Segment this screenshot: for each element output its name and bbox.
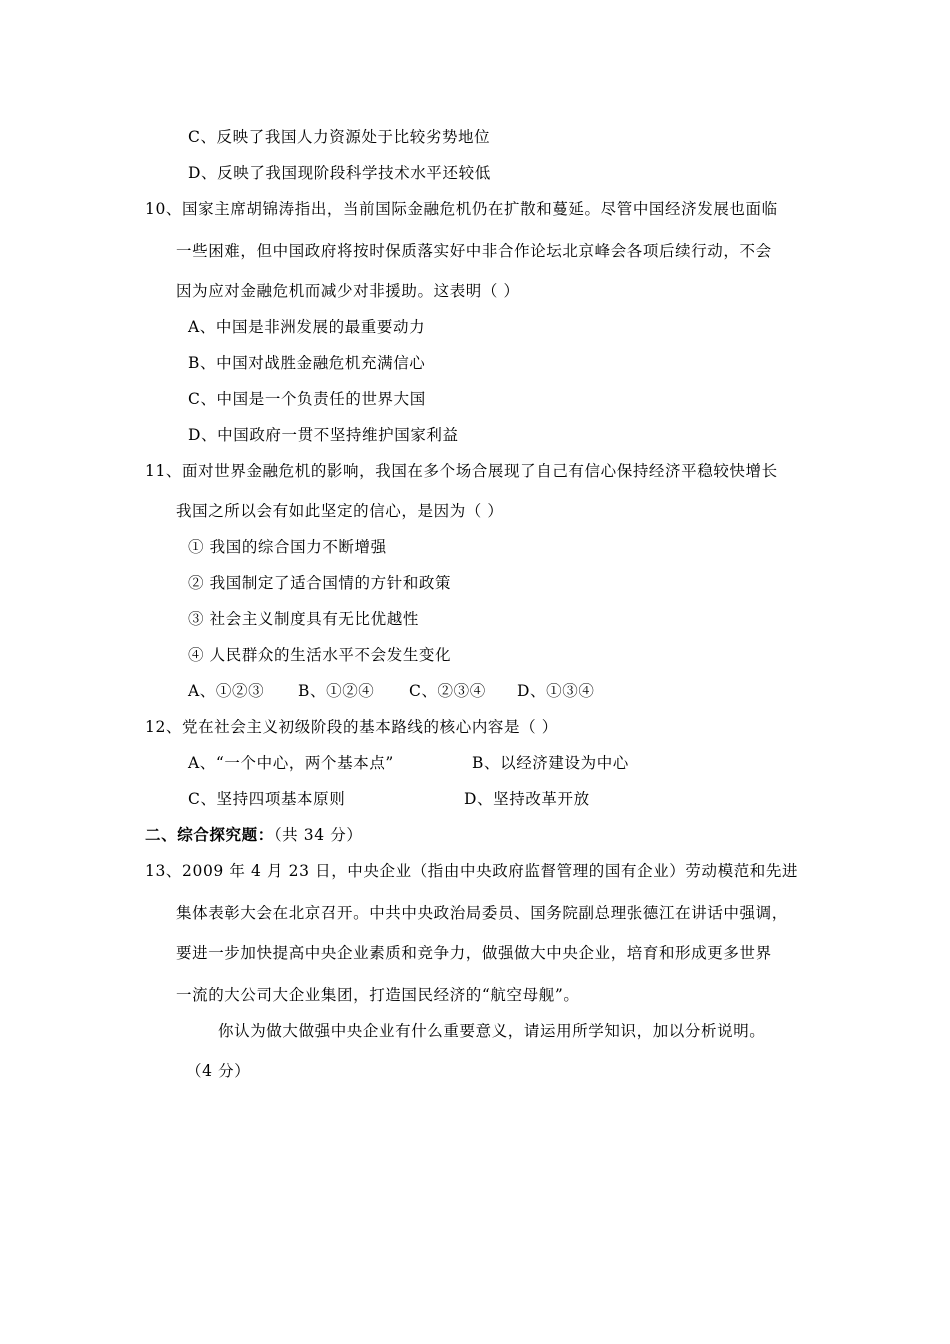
q11-stem-line2: 我国之所以会有如此坚定的信心，是因为（ ）: [176, 502, 504, 520]
q13-stem-line4: 一流的大公司大企业集团，打造国民经济的“航空母舰”。: [176, 986, 580, 1004]
q9-option-d: D、反映了我国现阶段科学技术水平还较低: [188, 164, 491, 182]
q12-option-c: C、坚持四项基本原则: [188, 790, 346, 808]
q11-option-d: D、①③④: [517, 682, 595, 700]
q10-option-b: B、中国对战胜金融危机充满信心: [188, 354, 426, 372]
q11-option-c: C、②③④: [409, 682, 486, 700]
q12-option-d: D、坚持改革开放: [464, 790, 590, 808]
q11-statement-1: ① 我国的综合国力不断增强: [188, 538, 387, 556]
q10-option-c: C、中国是一个负责任的世界大国: [188, 390, 426, 408]
q13-stem-line3: 要进一步加快提高中央企业素质和竞争力，做强做大中央企业，培育和形成更多世界: [176, 944, 772, 962]
q13-score: （4 分）: [186, 1062, 251, 1080]
q9-option-c: C、反映了我国人力资源处于比较劣势地位: [188, 128, 491, 146]
q11-options-row: [188, 681, 594, 701]
q12-stem: 12、党在社会主义初级阶段的基本路线的核心内容是（ ）: [145, 718, 558, 736]
q11-statement-4: ④ 人民群众的生活水平不会发生变化: [188, 646, 452, 664]
q10-option-d: D、中国政府一贯不坚持维护国家利益: [188, 426, 459, 444]
q11-statement-3: ③ 社会主义制度具有无比优越性: [188, 610, 419, 628]
q13-question: 你认为做大做强中央企业有什么重要意义，请运用所学知识，加以分析说明。: [218, 1022, 766, 1040]
q11-option-b: B、①②④: [298, 682, 375, 700]
q10-stem-line3: 因为应对金融危机而减少对非援助。这表明（ ）: [176, 282, 520, 300]
q13-stem-line2: 集体表彰大会在北京召开。中共中央政治局委员、国务院副总理张德江在讲话中强调，: [176, 904, 788, 922]
q12-option-a: A、“一个中心，两个基本点”: [188, 754, 394, 772]
q11-stem-line1: 11、面对世界金融危机的影响，我国在多个场合展现了自己有信心保持经济平稳较快增长: [145, 462, 778, 480]
q10-stem-line1: 10、国家主席胡锦涛指出，当前国际金融危机仍在扩散和蔓延。尽管中国经济发展也面临: [145, 200, 778, 218]
q10-option-a: A、中国是非洲发展的最重要动力: [188, 318, 426, 336]
q12-option-b: B、以经济建设为中心: [472, 754, 629, 772]
section-2-heading: [145, 825, 362, 845]
q10-stem-line2: 一些困难，但中国政府将按时保质落实好中非合作论坛北京峰会各项后续行动，不会: [176, 242, 772, 260]
section-2-title: 二、综合探究题：: [145, 825, 274, 844]
q11-option-a: A、①②③: [188, 682, 265, 700]
section-2-points: （共 34 分）: [273, 826, 363, 844]
q11-statement-2: ② 我国制定了适合国情的方针和政策: [188, 574, 452, 592]
q13-stem-line1: 13、2009 年 4 月 23 日，中央企业（指由中央政府监督管理的国有企业）劳动模范和先进: [145, 862, 799, 880]
